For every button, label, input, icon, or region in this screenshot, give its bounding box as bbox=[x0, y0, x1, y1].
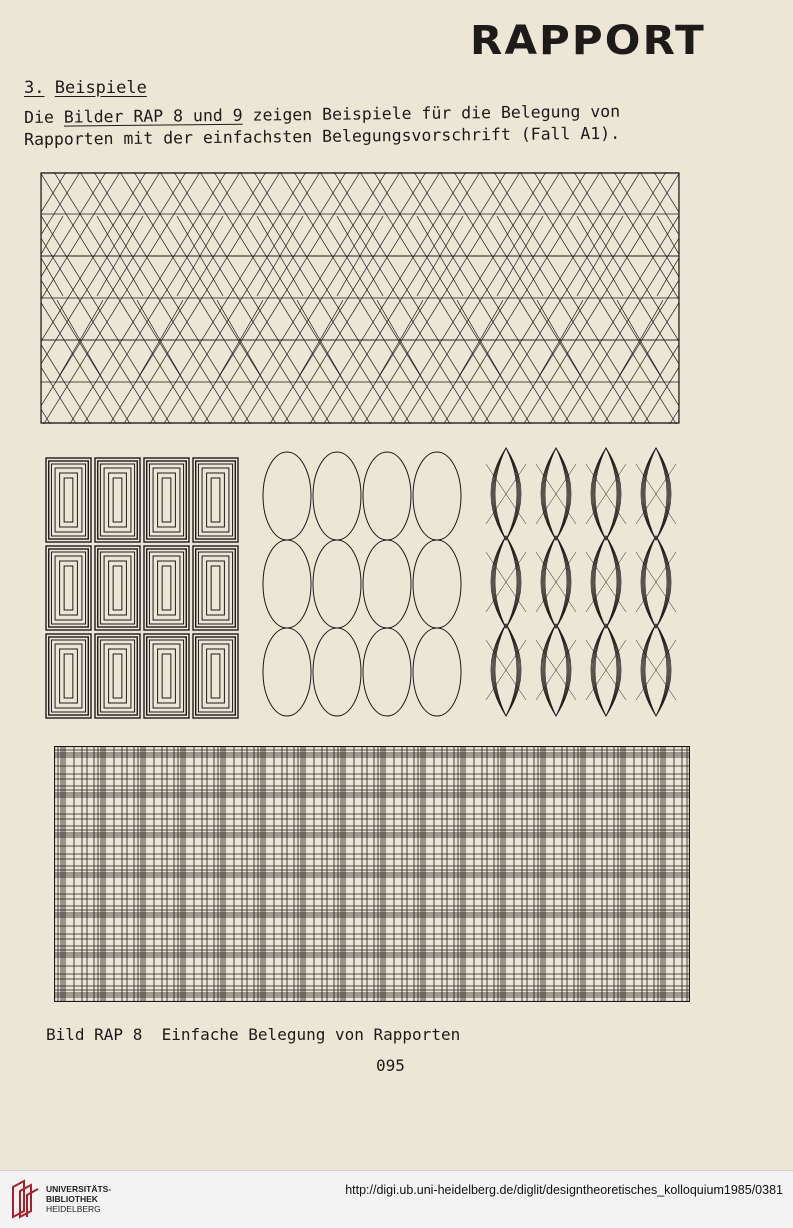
ellipse-shape bbox=[263, 540, 311, 628]
pattern-line bbox=[40, 256, 63, 296]
nested-rectangle bbox=[144, 546, 189, 630]
pattern-line bbox=[97, 256, 120, 296]
pattern-line bbox=[577, 216, 600, 256]
source-url-link[interactable]: http://digi.ub.uni-heidelberg.de/diglit/designtheoretisches_kolloquium1985/0381 bbox=[345, 1183, 783, 1197]
pattern-line bbox=[280, 256, 303, 296]
nested-rectangle bbox=[144, 458, 189, 542]
pattern-line bbox=[257, 216, 280, 256]
nested-rectangle bbox=[100, 464, 134, 536]
pattern-line bbox=[280, 216, 303, 256]
pattern-line bbox=[440, 256, 463, 296]
nested-rectangle bbox=[100, 552, 134, 624]
pattern-line bbox=[97, 216, 120, 256]
pattern-line bbox=[440, 216, 463, 256]
section-title: Beispiele bbox=[54, 78, 147, 98]
pattern-line bbox=[177, 256, 200, 296]
paragraph-text: Die bbox=[24, 107, 64, 127]
nested-rectangle bbox=[207, 561, 225, 615]
nested-rectangle bbox=[46, 546, 91, 630]
woven-lens-pattern bbox=[482, 446, 684, 718]
nested-rectangle bbox=[113, 654, 122, 698]
nested-rectangle bbox=[158, 473, 176, 527]
nested-rectangle bbox=[149, 464, 183, 536]
library-footer bbox=[0, 1170, 793, 1228]
nested-rectangle bbox=[211, 654, 220, 698]
nested-rectangle bbox=[162, 566, 171, 610]
ellipse-shape bbox=[363, 540, 411, 628]
section-number: 3. bbox=[24, 78, 45, 98]
ellipse-grid bbox=[262, 450, 467, 722]
nested-rectangle bbox=[211, 478, 220, 522]
nested-rectangle bbox=[51, 552, 85, 624]
ellipse-shape bbox=[313, 628, 361, 716]
nested-rectangle bbox=[198, 464, 232, 536]
nested-rectangle bbox=[198, 640, 232, 712]
pattern-line bbox=[497, 256, 520, 296]
nested-rectangle bbox=[149, 552, 183, 624]
nested-rectangle bbox=[100, 640, 134, 712]
pattern-line bbox=[177, 216, 200, 256]
nested-rectangle bbox=[60, 561, 78, 615]
pattern-line bbox=[600, 256, 623, 296]
ellipse-shape bbox=[413, 452, 461, 540]
nested-rectangle bbox=[207, 649, 225, 703]
library-name-line: UNIVERSITÄTS- bbox=[46, 1184, 112, 1194]
page-number: 095 bbox=[376, 1056, 405, 1075]
pattern-line bbox=[577, 256, 600, 296]
ellipse-shape bbox=[363, 628, 411, 716]
nested-rectangle bbox=[64, 654, 73, 698]
star-lattice-pattern bbox=[40, 172, 680, 424]
nested-rectangle bbox=[109, 649, 127, 703]
ellipse-shape bbox=[263, 452, 311, 540]
pattern-line bbox=[657, 256, 680, 296]
library-logo-icon bbox=[10, 1179, 40, 1219]
pattern-line bbox=[337, 256, 360, 296]
pattern-line bbox=[120, 216, 143, 256]
nested-rectangle bbox=[193, 634, 238, 718]
pattern-line bbox=[520, 256, 543, 296]
nested-rectangle bbox=[193, 546, 238, 630]
nested-rectangle bbox=[144, 634, 189, 718]
plaid-grid-pattern bbox=[54, 746, 690, 1002]
nested-rectangle bbox=[162, 654, 171, 698]
pattern-line bbox=[257, 256, 280, 296]
ellipse-shape bbox=[313, 452, 361, 540]
pattern-line bbox=[657, 216, 680, 256]
pattern-line bbox=[600, 216, 623, 256]
nested-rectangle bbox=[64, 566, 73, 610]
nested-rectangle bbox=[113, 478, 122, 522]
nested-rectangle bbox=[158, 561, 176, 615]
nested-rectangle bbox=[95, 458, 140, 542]
nested-rectangle bbox=[60, 473, 78, 527]
ellipse-shape bbox=[263, 628, 311, 716]
nested-rectangle bbox=[95, 546, 140, 630]
ellipse-shape bbox=[313, 540, 361, 628]
nested-rectangle bbox=[95, 634, 140, 718]
nested-rectangle bbox=[113, 566, 122, 610]
pattern-line bbox=[497, 216, 520, 256]
pattern-line bbox=[417, 216, 440, 256]
nested-rectangle bbox=[158, 649, 176, 703]
section-heading bbox=[24, 78, 147, 98]
pattern-line bbox=[417, 256, 440, 296]
nested-rectangle bbox=[46, 634, 91, 718]
pattern-line bbox=[360, 256, 383, 296]
nested-rectangle bbox=[64, 478, 73, 522]
ellipse-shape bbox=[413, 540, 461, 628]
pattern-line bbox=[200, 256, 223, 296]
nested-rectangle bbox=[207, 473, 225, 527]
pattern-line bbox=[120, 256, 143, 296]
pattern-line bbox=[40, 216, 63, 256]
nested-rectangle bbox=[211, 566, 220, 610]
nested-rectangle bbox=[109, 473, 127, 527]
nested-rectangle bbox=[149, 640, 183, 712]
library-name-line: BIBLIOTHEK bbox=[46, 1194, 98, 1204]
library-name bbox=[46, 1184, 111, 1214]
nested-rectangle bbox=[51, 640, 85, 712]
pattern-line bbox=[360, 216, 383, 256]
pattern-line bbox=[337, 216, 360, 256]
nested-rectangle bbox=[162, 478, 171, 522]
nested-rectangles-grid bbox=[44, 456, 244, 722]
paragraph-text: zeigen Beispiele für die Belegung von bbox=[242, 101, 621, 125]
figure-caption: Bild RAP 8 Einfache Belegung von Rapporten bbox=[46, 1025, 461, 1044]
nested-rectangle bbox=[60, 649, 78, 703]
ellipse-shape bbox=[413, 628, 461, 716]
nested-rectangle bbox=[46, 458, 91, 542]
figure-reference: Bilder RAP 8 und 9 bbox=[63, 105, 243, 127]
nested-rectangle bbox=[198, 552, 232, 624]
nested-rectangle bbox=[193, 458, 238, 542]
rapport-title: RAPPORT bbox=[470, 18, 706, 64]
paragraph-line-2: Rapporten mit der einfachsten Belegungsvorschrift (Fall A1). bbox=[24, 123, 621, 149]
pattern-line bbox=[520, 216, 543, 256]
nested-rectangle bbox=[109, 561, 127, 615]
paragraph-line-1 bbox=[24, 102, 620, 127]
nested-rectangle bbox=[51, 464, 85, 536]
ellipse-shape bbox=[363, 452, 411, 540]
pattern-line bbox=[200, 216, 223, 256]
library-name-line: HEIDELBERG bbox=[46, 1204, 101, 1214]
